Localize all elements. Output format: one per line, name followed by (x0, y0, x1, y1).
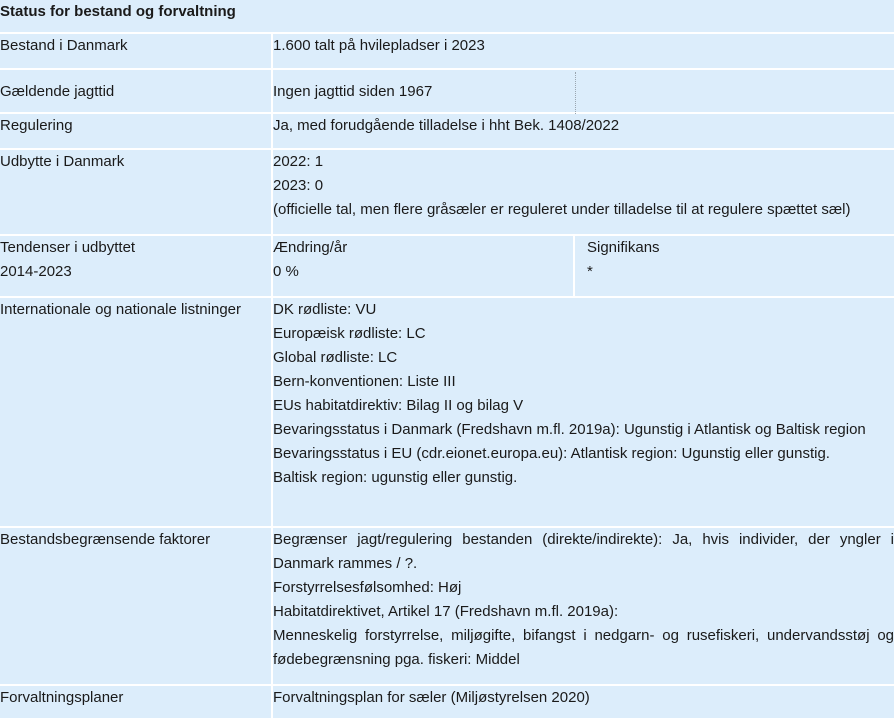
significance-header: Signifikans (587, 239, 660, 256)
listning-line: Bevaringsstatus i Danmark (Fredshavn m.fl. 2019a): Ugunstig i Atlantisk og Baltisk region (273, 421, 866, 438)
listning-line: Global rødliste: LC (273, 349, 398, 366)
tendenser-label-line: 2014-2023 (0, 263, 72, 280)
table-row (0, 150, 894, 236)
table-row (0, 298, 894, 528)
listning-line: EUs habitatdirektiv: Bilag II og bilag V (273, 397, 524, 414)
tendenser-label-line: Tendenser i udbyttet (0, 239, 136, 256)
row-label-tendenser (0, 236, 273, 298)
table-title: Status for bestand og forvaltning (0, 0, 894, 34)
row-value-regulering: Ja, med forudgående tilladelse i hht Bek. 1408/2022 (273, 114, 894, 150)
table-header-row (0, 0, 894, 34)
udbytte-line: 2022: 1 (273, 153, 324, 170)
row-label-regulering: Regulering (0, 114, 273, 150)
row-value-planer: Forvaltningsplan for sæler (Miljøstyrelsen 2020) (273, 686, 894, 719)
change-per-year-cell (273, 236, 575, 298)
udbytte-line: (officielle tal, men flere gråsæler er reguleret under tilladelse til at regulere spættet sæl) (273, 201, 851, 218)
row-value-faktorer (273, 528, 894, 686)
table-row (0, 34, 894, 70)
row-label-jagttid: Gældende jagttid (0, 70, 273, 114)
significance-cell (575, 236, 894, 298)
row-label-planer: Forvaltningsplaner (0, 686, 273, 719)
faktor-line: Forstyrrelsesfølsomhed: Høj (273, 579, 462, 596)
row-label-listninger: Internationale og nationale listninger (0, 298, 273, 528)
significance-value: * (587, 263, 593, 280)
row-value-listninger (273, 298, 894, 528)
faktor-line: Menneskelig forstyrrelse, miljøgifte, bifangst i nedgarn- og rusefiskeri, undervandsstøj og fødebegrænsning pga. fiskeri: Middel (273, 627, 894, 668)
table-row (0, 236, 894, 298)
row-label-faktorer: Bestandsbegrænsende faktorer (0, 528, 273, 686)
listning-line: DK rødliste: VU (273, 301, 377, 318)
change-per-year-value: 0 % (273, 263, 299, 280)
change-per-year-header: Ændring/år (273, 239, 348, 256)
table-row (0, 686, 894, 719)
listning-line: Bevaringsstatus i EU (cdr.eionet.europa.eu): Atlantisk region: Ugunstig eller gunstig. (273, 445, 830, 462)
dotted-column-separator (575, 72, 576, 114)
listning-line: Baltisk region: ugunstig eller gunstig. (273, 469, 518, 486)
faktor-line: Habitatdirektivet, Artikel 17 (Fredshavn m.fl. 2019a): (273, 603, 619, 620)
row-value-udbytte (273, 150, 894, 236)
row-label-udbytte: Udbytte i Danmark (0, 150, 273, 236)
listning-line: Europæisk rødliste: LC (273, 325, 426, 342)
table-row (0, 114, 894, 150)
listning-line: Bern-konventionen: Liste III (273, 373, 456, 390)
faktor-line: Begrænser jagt/regulering bestanden (direkte/indirekte): Ja, hvis individer, der yngler i Danmark rammes / ?. (273, 531, 894, 572)
table-row (0, 528, 894, 686)
row-value-jagttid: Ingen jagttid siden 1967 (273, 70, 894, 114)
row-value-bestand: 1.600 talt på hvilepladser i 2023 (273, 34, 894, 70)
row-label-bestand: Bestand i Danmark (0, 34, 273, 70)
udbytte-line: 2023: 0 (273, 177, 324, 194)
table-row (0, 70, 894, 114)
